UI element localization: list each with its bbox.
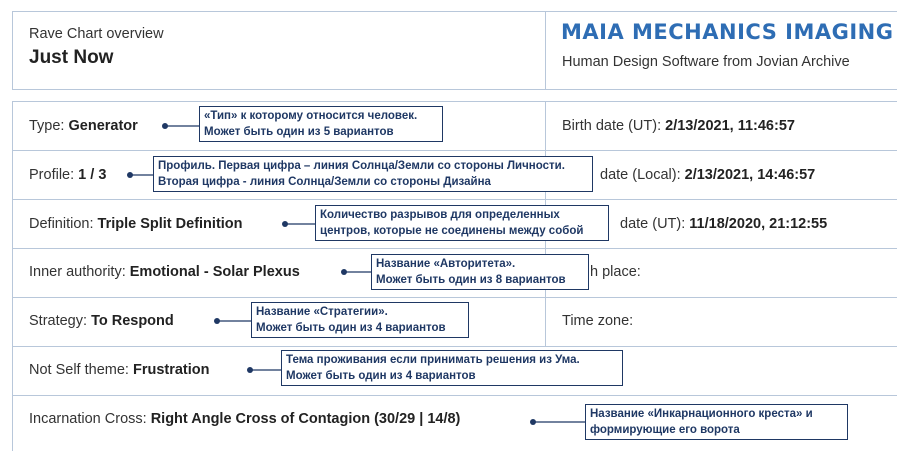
type-value: Generator xyxy=(68,118,138,134)
callout-strategy-line1: Название «Стратегии». xyxy=(256,306,388,318)
notself-value: Frustration xyxy=(132,362,210,378)
profile-label: Profile: xyxy=(29,167,79,183)
birth-date-ut-label: Birth date (UT): xyxy=(562,118,666,134)
callout-definition-line2: центров, которые не соединены между собой xyxy=(320,225,584,237)
callout-cross xyxy=(585,404,848,440)
callout-dot xyxy=(530,419,536,425)
authority-value: Emotional - Solar Plexus xyxy=(129,264,300,280)
birth-date-local-label: date (Local): xyxy=(600,167,685,183)
page-title: Just Now xyxy=(29,47,114,68)
callout-definition xyxy=(315,205,609,241)
brand-logo: MAIA MECHANICS IMAGING xyxy=(561,20,894,44)
callout-cross-line1: Название «Инкарнационного креста» и xyxy=(590,408,813,420)
callout-profile xyxy=(153,156,593,192)
callout-dot xyxy=(127,172,133,178)
callout-dot xyxy=(247,367,253,373)
brand-tagline: Human Design Software from Jovian Archive xyxy=(562,54,850,70)
birth-date-local-value: 2/13/2021, 14:46:57 xyxy=(684,167,816,183)
callout-definition-line1: Количество разрывов для определенных xyxy=(320,209,560,221)
callout-authority xyxy=(371,254,589,290)
definition-value: Triple Split Definition xyxy=(97,216,243,232)
type-label: Type: xyxy=(29,118,69,134)
birth-date-ut-value: 2/13/2021, 11:46:57 xyxy=(665,118,795,134)
callout-dot xyxy=(214,318,220,324)
callout-strategy-line2: Может быть один из 4 вариантов xyxy=(256,322,446,334)
callout-authority-line1: Название «Авторитета». xyxy=(376,258,516,270)
cross-label: Incarnation Cross: xyxy=(29,411,151,427)
strategy-value: To Respond xyxy=(91,313,174,329)
callout-profile-line2: Вторая цифра - линия Солнца/Земли со стороны Дизайна xyxy=(158,176,491,188)
callout-notself-line2: Может быть один из 4 вариантов xyxy=(286,370,476,382)
callout-type-line2: Может быть один из 5 вариантов xyxy=(204,126,394,138)
birth-place-label: h place: xyxy=(590,264,641,280)
callout-profile-line1: Профиль. Первая цифра – линия Солнца/Земли со стороны Личности. xyxy=(158,160,565,172)
callout-type xyxy=(199,106,443,142)
strategy-label: Strategy: xyxy=(29,313,92,329)
profile-value: 1 / 3 xyxy=(78,167,107,183)
authority-label: Inner authority: xyxy=(29,264,130,280)
callout-type-line1: «Тип» к которому относится человек. xyxy=(204,110,418,122)
callout-notself-line1: Тема проживания если принимать решения из Ума. xyxy=(286,354,580,366)
callout-notself xyxy=(281,350,623,386)
callout-authority-line2: Может быть один из 8 вариантов xyxy=(376,274,566,286)
design-date-ut-value: 11/18/2020, 21:12:55 xyxy=(689,216,828,232)
design-date-ut-label: date (UT): xyxy=(620,216,690,232)
notself-label: Not Self theme: xyxy=(29,362,133,378)
chart-subtitle: Rave Chart overview xyxy=(29,26,164,42)
callout-dot xyxy=(162,123,168,129)
callout-cross-line2: формирующие его ворота xyxy=(590,424,740,436)
callout-dot xyxy=(282,221,288,227)
callout-strategy xyxy=(251,302,469,338)
cross-value: Right Angle Cross of Contagion (30/29 | 14/8) xyxy=(150,411,461,427)
callout-dot xyxy=(341,269,347,275)
time-zone-label: Time zone: xyxy=(562,313,634,329)
definition-label: Definition: xyxy=(29,216,98,232)
